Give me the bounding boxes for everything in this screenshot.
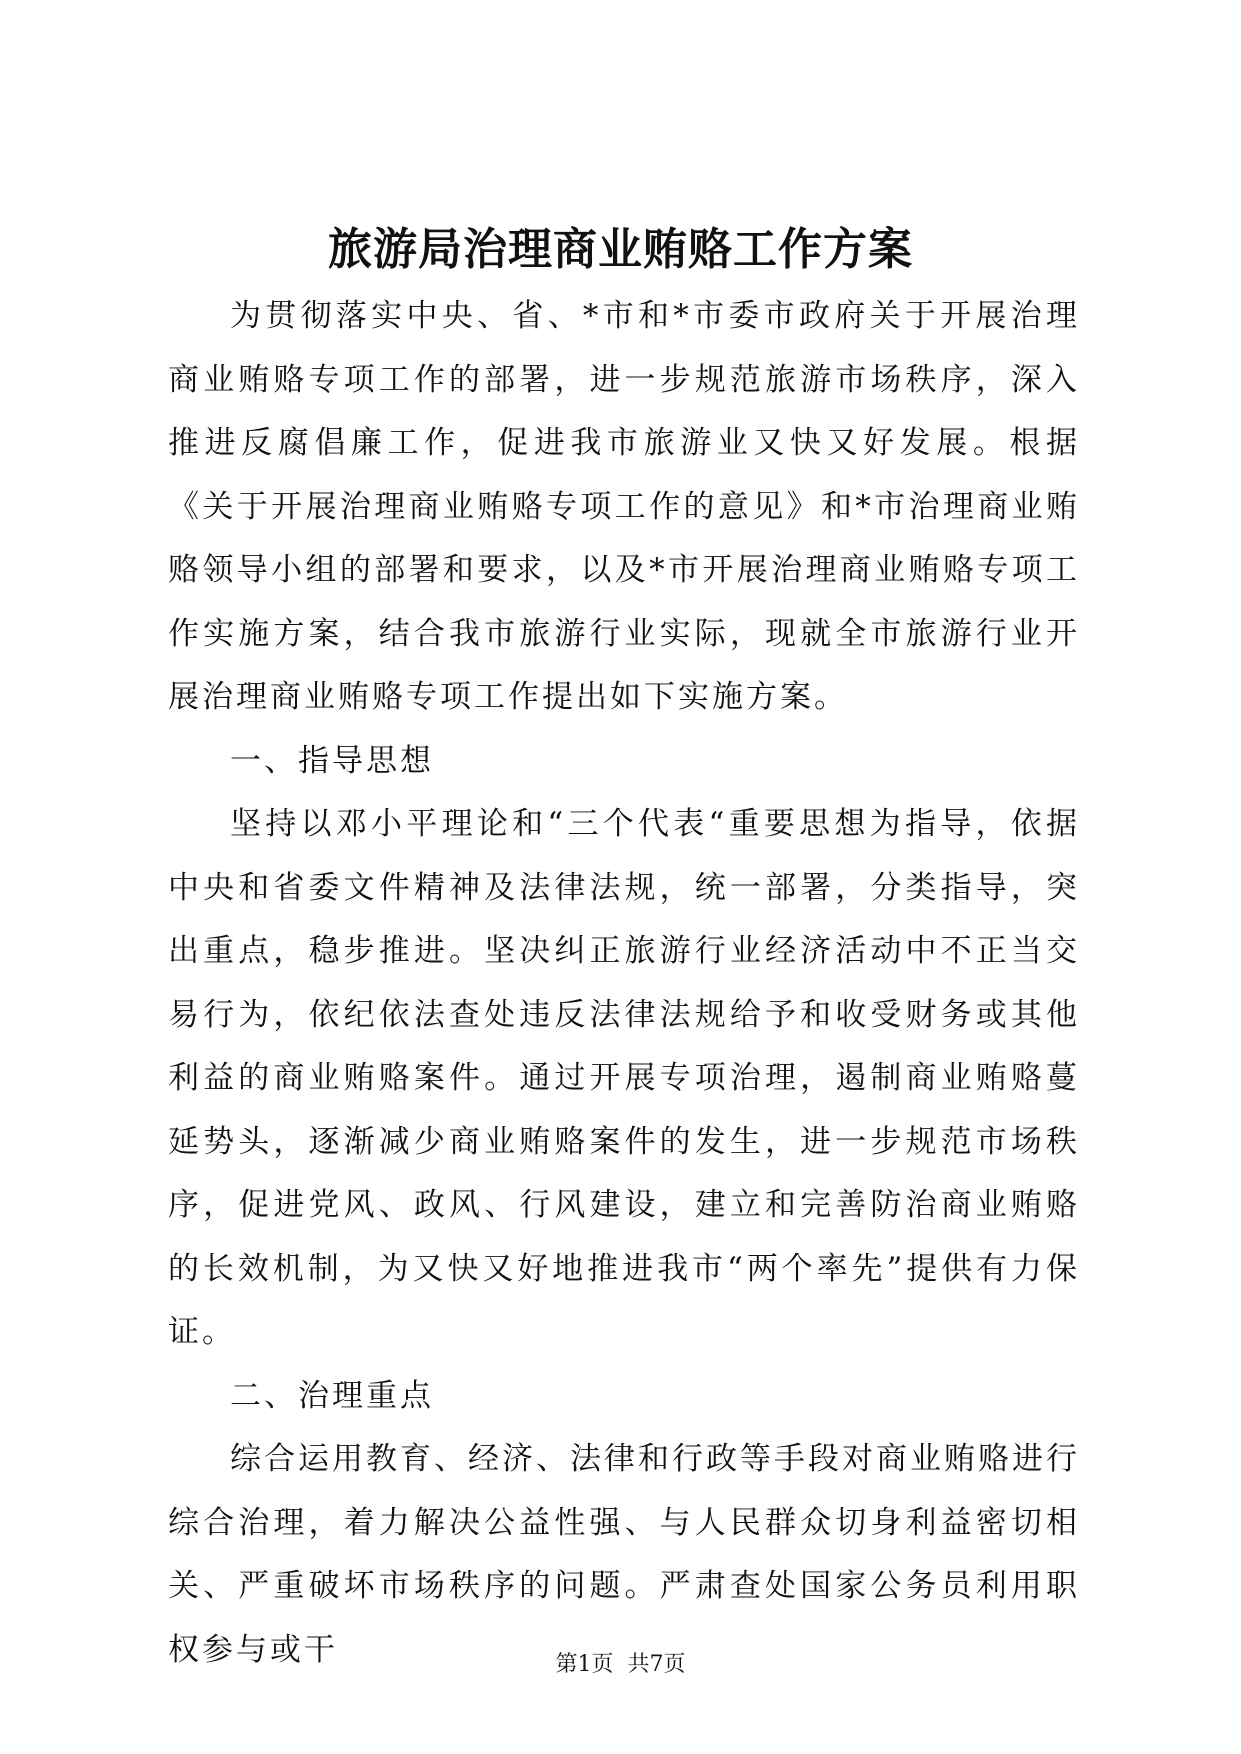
intro-paragraph: 为贯彻落实中央、省、*市和*市委市政府关于开展治理商业贿赂专项工作的部署，进一步规范旅游市场秩序，深入推进反腐倡廉工作，促进我市旅游业又快又好发展。根据《关于开展治理商业贿赂专项工作的意见》和*市治理商业贿赂领导小组的部署和要求，以及*市开展治理商业贿赂专项工作实施方案，结合我市旅游行业实际，现就全市旅游行业开展治理商业贿赂专项工作提出如下实施方案。 <box>168 298 1080 715</box>
section-heading-governance-focus: 二、治理重点 <box>230 1377 434 1414</box>
total-pages: 7 <box>649 1652 664 1677</box>
total-pages-suffix: 页 <box>663 1652 686 1677</box>
page-label-suffix: 页 <box>591 1652 614 1677</box>
document-body <box>168 285 1080 1682</box>
page-label-prefix: 第 <box>555 1652 578 1677</box>
guiding-ideology-paragraph: 坚持以邓小平理论和“三个代表“重要思想为指导，依据中央和省委文件精神及法律法规，统一部署，分类指导，突出重点，稳步推进。坚决纠正旅游行业经济活动中不正当交易行为，依纪依法查处违反法律法规给予和收受财务或其他利益的商业贿赂案件。通过开展专项治理，遏制商业贿赂蔓延势头，逐渐减少商业贿赂案件的发生，进一步规范市场秩序，促进党风、政风、行风建设，建立和完善防治商业贿赂的长效机制，为又快又好地推进我市“两个率先”提供有力保证。 <box>168 806 1080 1350</box>
section-heading-guiding-ideology: 一、指导思想 <box>230 742 434 779</box>
page-number: 1 <box>577 1652 592 1677</box>
document-title: 旅游局治理商业贿赂工作方案 <box>328 224 913 275</box>
governance-focus-paragraph: 综合运用教育、经济、法律和行政等手段对商业贿赂进行综合治理，着力解决公益性强、与人民群众切身利益密切相关、严重破坏市场秩序的问题。严肃查处国家公务员利用职权参与或干 <box>168 1441 1080 1668</box>
total-pages-prefix: 共 <box>627 1652 650 1677</box>
page-footer <box>0 1650 1241 1680</box>
